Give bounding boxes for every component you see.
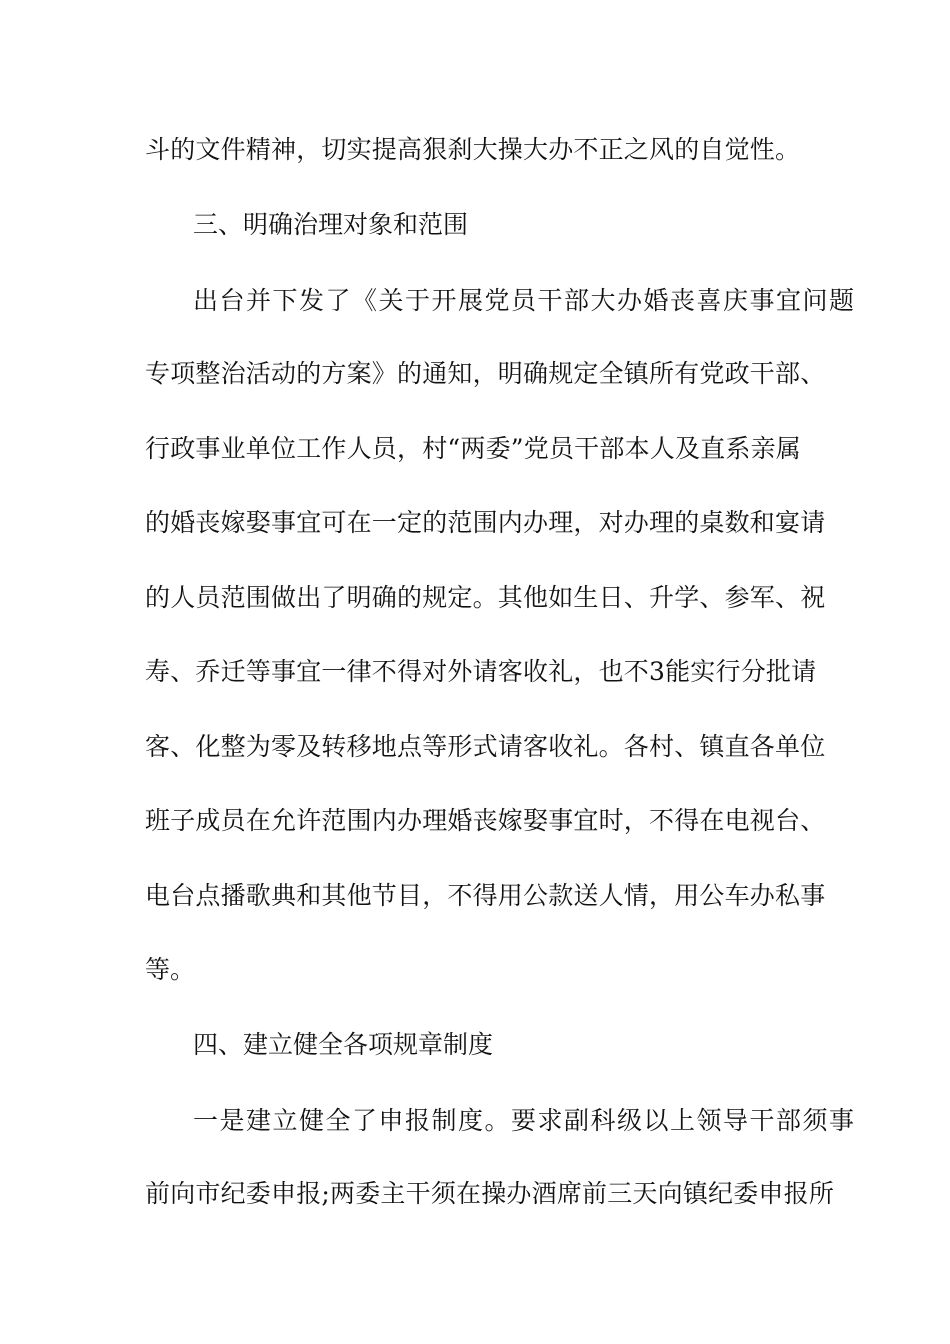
line-9: 客、化整为零及转移地点等形式请客收礼。各村、镇直各单位 — [145, 732, 826, 761]
line-5: 行政事业单位工作人员，村“两委”党员干部本人及直系亲属 — [145, 434, 801, 463]
line-15: 前向市纪委申报;两委主干须在操办酒席前三天向镇纪委申报所 — [145, 1179, 835, 1208]
line-11: 电台点播歌典和其他节目，不得用公款送人情，用公车办私事 — [145, 881, 826, 910]
line-14: 一是建立健全了申报制度。要求副科级以上领导干部须事 — [193, 1106, 856, 1135]
section-heading-3: 三、明确治理对象和范围 — [193, 210, 469, 239]
line-8: 寿、乔迁等事宜一律不得对外请客收礼，也不3能实行分批请 — [145, 657, 817, 686]
line-1: 斗的文件精神，切实提高狠刹大操大办不正之风的自觉性。 — [145, 135, 801, 164]
line-4: 专项整治活动的方案》的通知，明确规定全镇所有党政干部、 — [145, 359, 826, 388]
line-3: 出台并下发了《关于开展党员干部大办婚丧喜庆事宜问题 — [193, 286, 856, 315]
line-12: 等。 — [145, 955, 196, 984]
line-7: 的人员范围做出了明确的规定。其他如生日、升学、参军、祝 — [145, 583, 826, 612]
section-heading-4: 四、建立健全各项规章制度 — [193, 1030, 494, 1059]
line-10: 班子成员在允许范围内办理婚丧嫁娶事宜时，不得在电视台、 — [145, 806, 826, 835]
line-6: 的婚丧嫁娶事宜可在一定的范围内办理，对办理的桌数和宴请 — [145, 508, 826, 537]
